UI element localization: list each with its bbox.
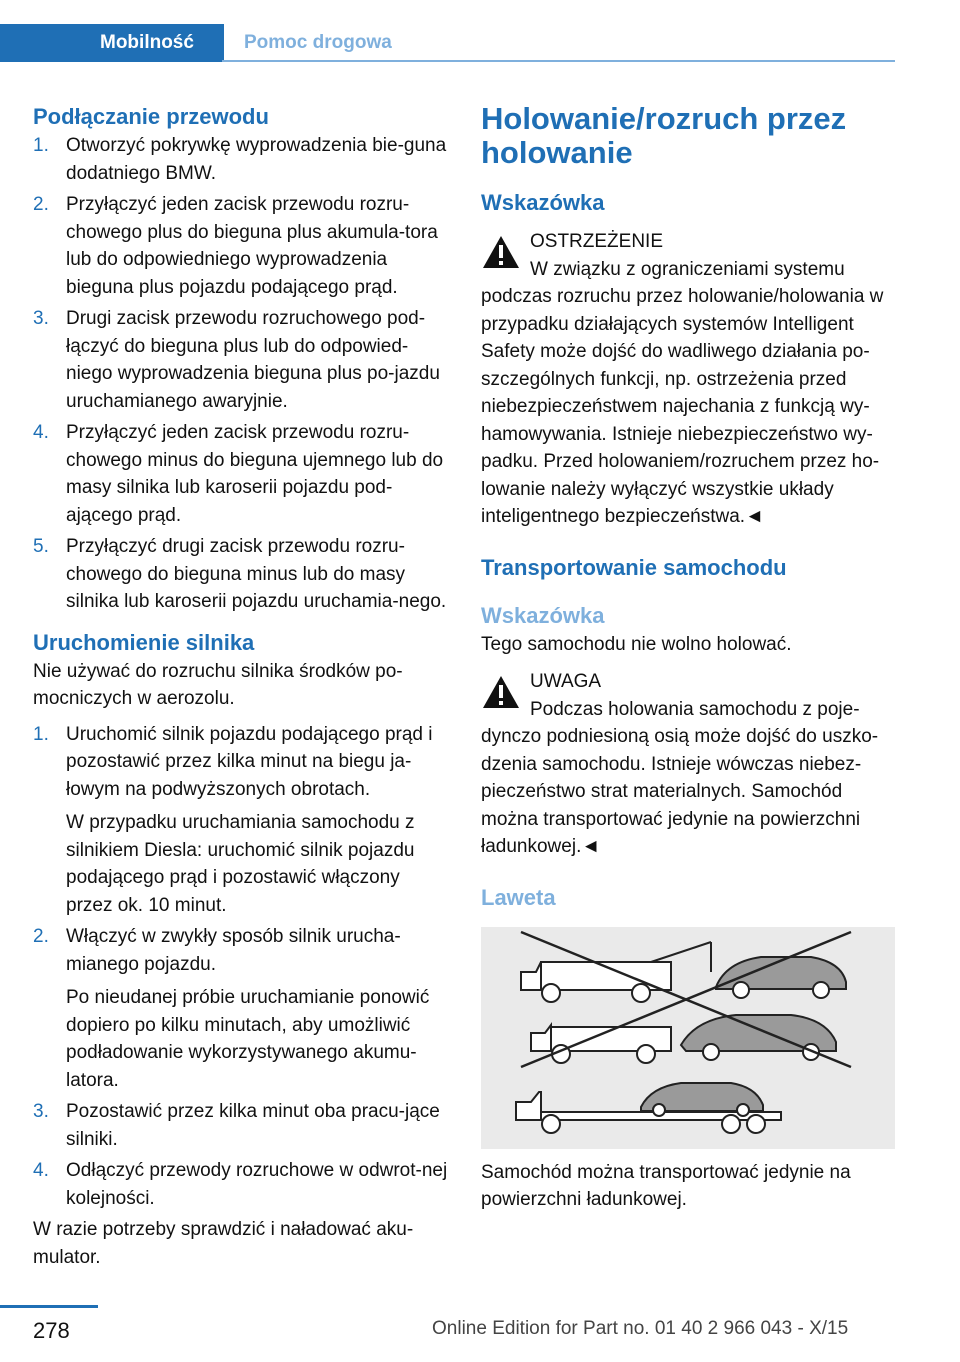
step-text: Włączyć w zwykły sposób silnik urucha-mianego pojazdu. [66, 926, 401, 975]
step-number: 1. [33, 723, 49, 745]
heading-start: Uruchomienie silnika [33, 629, 255, 655]
step-number: 4. [33, 1160, 49, 1181]
header-tabs [0, 24, 392, 62]
list-item [33, 419, 448, 529]
step-note: W przypadku uruchamiania samochodu z silnikiem Diesla: uruchomić silnik pojazdu podającego prąd i pozostawić włączony przez ok. 10 minut. [66, 812, 415, 916]
figure-caption: Samochód można transportować jedynie na powierzchni ładunkowej. [481, 1161, 851, 1210]
list-item [33, 132, 448, 187]
warning-2-text: dynczo podniesioną osią może dojść do uszko-dzenia samochodu. Istnieje wówczas niebez-pieczeństwo strat materialnych. Samochód można transportować jedynie na powierzchni ładunkowej.◄ [481, 726, 879, 857]
header-rule [222, 60, 895, 62]
step-text: Drugi zacisk przewodu rozruchowego pod-łączyć do bieguna plus lub do odpowied-niego wyprowadzenia bieguna plus po-jazdu uruchamianego awaryjnie. [66, 308, 440, 412]
step-number: 1. [33, 135, 49, 156]
warning-2-first-line: Podczas holowania samochodu z poje- [530, 698, 860, 720]
list-item [33, 923, 448, 1094]
step-number: 4. [33, 422, 49, 443]
heading-laweta: Laweta [481, 884, 556, 910]
step-text: Odłączyć przewody rozruchowe w odwrot-nej kolejności. [66, 1160, 448, 1209]
step-text: Przyłączyć jeden zacisk przewodu rozru-chowego plus do bieguna plus akumula-tora lub do odpowiedniego wyprowadzenia bieguna plus pojazdu podającego prąd. [66, 194, 438, 298]
left-column [33, 102, 448, 1271]
list-item [33, 533, 448, 616]
outro-text: W razie potrzeby sprawdzić i naładować aku-mulator. [33, 1219, 414, 1268]
list-item [33, 1157, 448, 1212]
step-number: 5. [33, 536, 49, 557]
step-number: 2. [33, 926, 49, 947]
start-steps-list [33, 721, 448, 1213]
step-number: 3. [33, 308, 49, 329]
connect-steps-list [33, 132, 448, 616]
tab-mobilnosc[interactable]: Mobilność [0, 24, 224, 62]
heading-connect: Podłączanie przewodu [33, 104, 269, 129]
warning-triangle-icon [481, 234, 521, 270]
note-2-text: Tego samochodu nie wolno holować. [481, 633, 792, 655]
tab-pomoc-drogowa[interactable]: Pomoc drogowa [244, 32, 392, 53]
list-item [33, 305, 448, 415]
start-intro: Nie używać do rozruchu silnika środków po-mocniczych w aerozolu. [33, 660, 403, 709]
warning-1-title: OSTRZEŻENIE [530, 231, 664, 252]
warning-1-first-line: W związku z ograniczeniami systemu [530, 258, 845, 280]
list-item [33, 721, 448, 920]
towing-illustration [481, 927, 895, 1149]
step-text: Pozostawić przez kilka minut oba pracu-jące silniki. [66, 1101, 440, 1150]
step-text: Otworzyć pokrywkę wyprowadzenia bie-guna dodatniego BMW. [66, 135, 447, 184]
step-text: Przyłączyć drugi zacisk przewodu rozru-chowego do bieguna minus lub do masy silnika lub karoserii pojazdu uruchamia-nego. [66, 536, 447, 612]
heading-note-2: Wskazówka [481, 602, 605, 628]
step-note: Po nieudanej próbie uruchamianie ponowić dopiero po kilku minutach, aby umożliwić podładowanie wykorzystywanego akumu-latora. [66, 987, 430, 1091]
edition-text: Online Edition for Part no. 01 40 2 966 043 - X/15 [432, 1318, 849, 1339]
warning-triangle-icon [481, 674, 521, 710]
right-column [481, 102, 895, 1214]
step-text: Przyłączyć jeden zacisk przewodu rozru-chowego minus do bieguna ujemnego lub do masy silnika lub karoserii pojazdu pod-ającego prąd. [66, 422, 444, 526]
step-text: Uruchomić silnik pojazdu podającego prąd i pozostawić przez kilka minut na biegu ja-łowym na podwyższonych obrotach. [66, 723, 433, 800]
warning-1-text: podczas rozruchu przez holowanie/holowania w przypadku działających systemów Intelligent Safety może dojść do wadliwego działania po-szczególnych funkcji, np. ostrzeżenia przed niebezpieczeństwem najechania z funkcją wy-hamowywania. Istnieje niebezpieczeństwo wy-padku. Przed holowaniem/rozruchem przez ho-lowanie należy wyłączyć wszystkie układy inteligentnego bezpieczeństwa.◄ [481, 286, 884, 527]
page-number: 278 [33, 1318, 70, 1343]
step-number: 2. [33, 194, 49, 215]
heading-note-1: Wskazówka [481, 190, 605, 215]
step-number: 3. [33, 1101, 49, 1122]
warning-block-2 [481, 668, 895, 861]
heading-transport: Transportowanie samochodu [481, 554, 787, 580]
list-item [33, 1098, 448, 1153]
list-item [33, 191, 448, 301]
tow-truck-illustration [481, 927, 895, 1149]
warning-2-title: UWAGA [530, 671, 602, 692]
heading-tow: Holowanie/rozruch przez holowanie [481, 101, 847, 170]
footer-rule [0, 1305, 98, 1308]
warning-block-1 [481, 228, 895, 531]
